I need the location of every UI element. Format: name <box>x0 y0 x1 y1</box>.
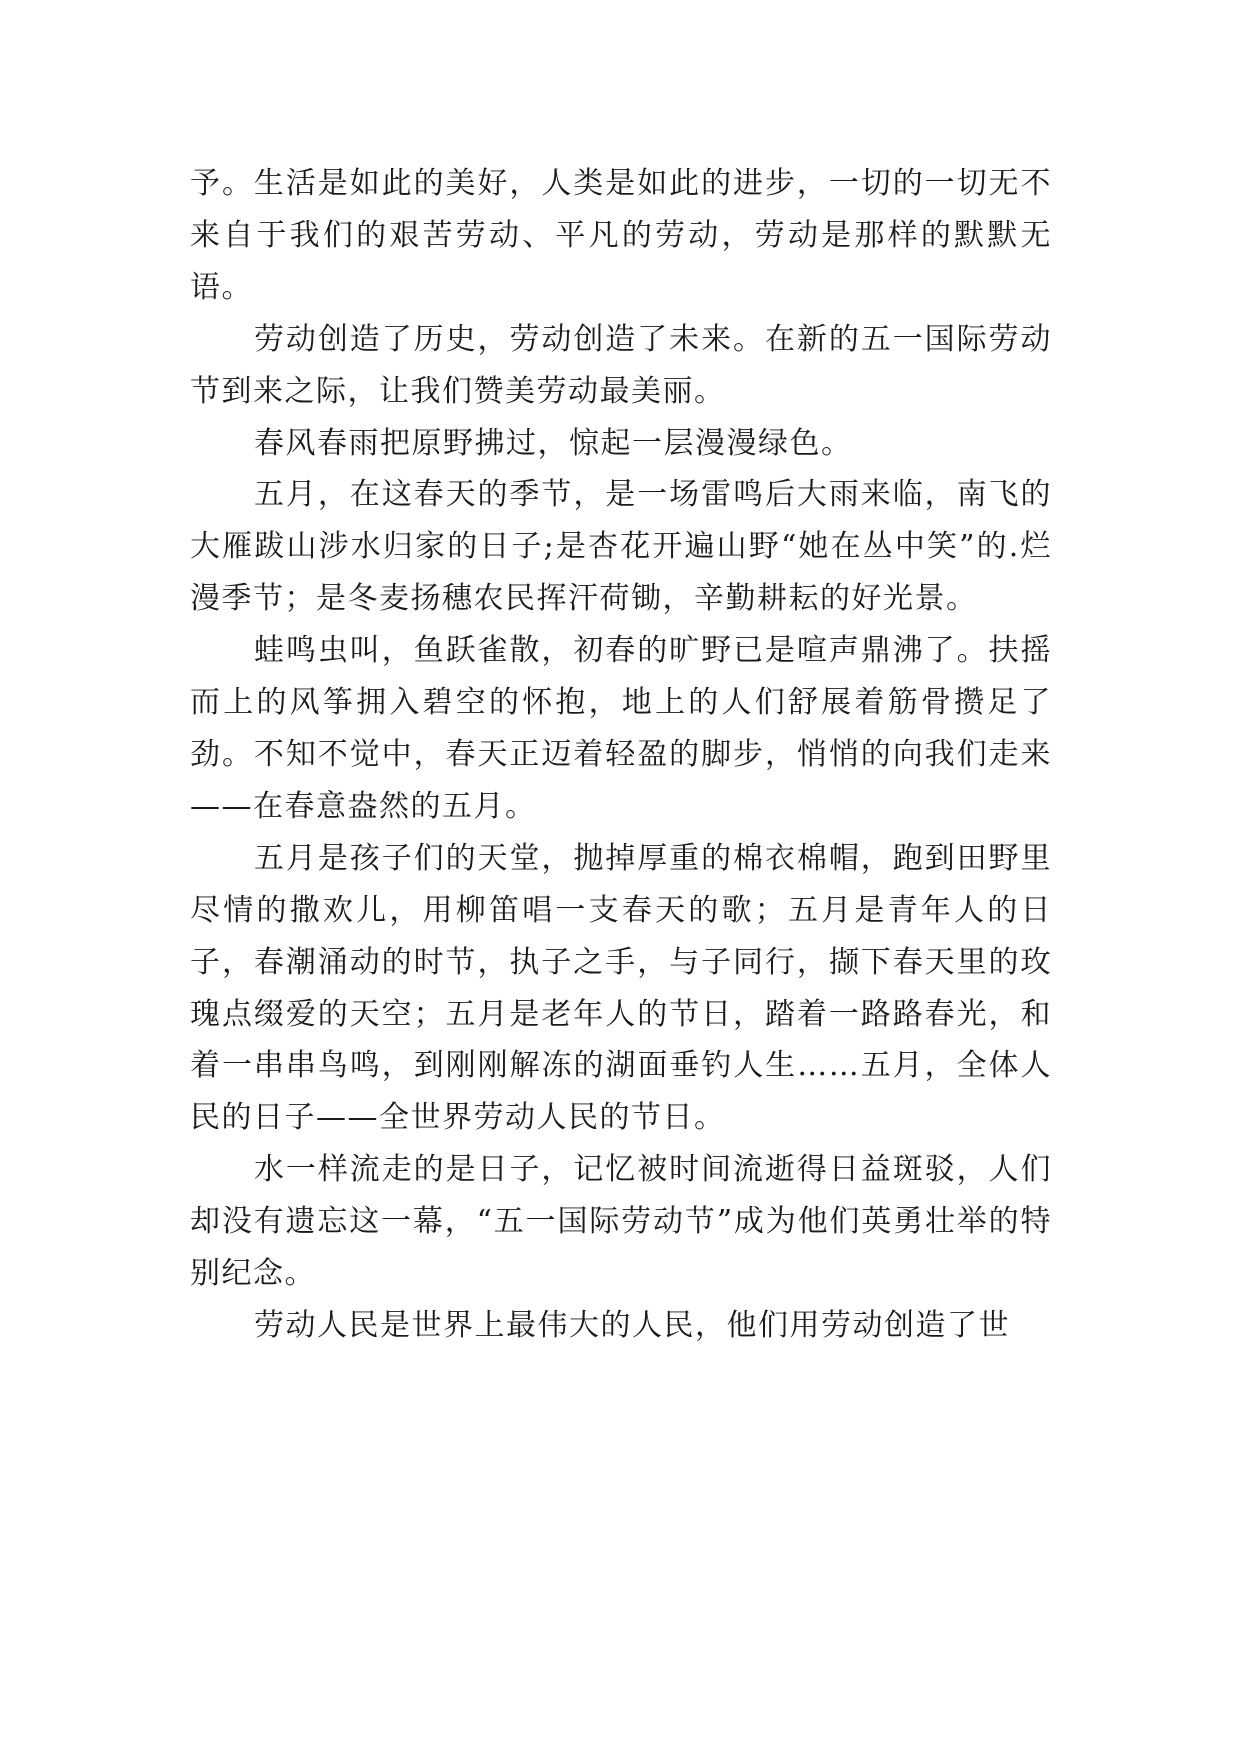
paragraph-5: 蛙鸣虫叫，鱼跃雀散，初春的旷野已是喧声鼎沸了。扶摇而上的风筝拥入碧空的怀抱，地上的人们舒展着筋骨攒足了劲。不知不觉中，春天正迈着轻盈的脚步，悄悄的向我们走来——在春意盎然的五月。 <box>190 633 1052 824</box>
paragraph-3: 春风春雨把原野拂过，惊起一层漫漫绿色。 <box>254 425 853 461</box>
paragraph-8: 劳动人民是世界上最伟大的人民，他们用劳动创造了世 <box>254 1307 1010 1343</box>
paragraph-6: 五月是孩子们的天堂，抛掉厚重的棉衣棉帽，跑到田野里尽情的撒欢儿，用柳笛唱一支春天的歌；五月是青年人的日子，春潮涌动的时节，执子之手，与子同行，撷下春天里的玫瑰点缀爱的天空；五月是老年人的节日，踏着一路路春光，和着一串串鸟鸣，到刚刚解冻的湖面垂钓人生……五月，全体人民的日子——全世界劳动人民的节日。 <box>190 840 1052 1136</box>
paragraph-7: 水一样流走的是日子，记忆被时间流逝得日益斑驳，人们却没有遗忘这一幕，“五一国际劳动节”成为他们英勇壮举的特别纪念。 <box>190 1152 1052 1292</box>
paragraph-2: 劳动创造了历史，劳动创造了未来。在新的五一国际劳动节到来之际，让我们赞美劳动最美丽。 <box>190 321 1052 409</box>
document-body <box>190 158 1052 1352</box>
paragraph-4: 五月，在这春天的季节，是一场雷鸣后大雨来临，南飞的大雁跋山涉水归家的日子;是杏花开遍山野“她在丛中笑”的.烂漫季节；是冬麦扬穗农民挥汗荷锄，辛勤耕耘的好光景。 <box>190 477 1052 617</box>
paragraph-1: 予。生活是如此的美好，人类是如此的进步，一切的一切无不来自于我们的艰苦劳动、平凡的劳动，劳动是那样的默默无语。 <box>190 166 1052 305</box>
